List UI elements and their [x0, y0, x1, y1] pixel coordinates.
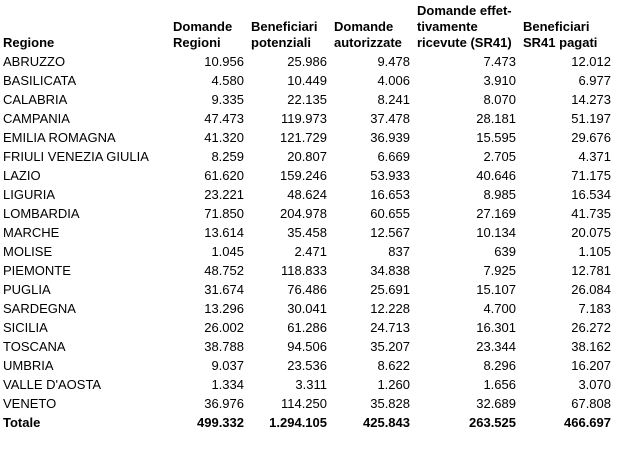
- value-cell: 35.828: [370, 396, 410, 411]
- value-cell: 41.320: [204, 130, 244, 145]
- column-header-beneficiari-potenziali: Beneficiari potenziali: [251, 19, 318, 50]
- value-cell: 22.135: [287, 92, 327, 107]
- value-cell: 118.833: [280, 263, 327, 278]
- value-cell: 7.183: [578, 301, 611, 316]
- value-cell: 51.197: [571, 111, 611, 126]
- value-cell: 36.976: [204, 396, 244, 411]
- region-name-cell: PUGLIA: [3, 282, 51, 297]
- region-name-cell: MOLISE: [3, 244, 53, 259]
- value-cell: 7.925: [483, 263, 516, 278]
- value-cell: 7.473: [483, 54, 516, 69]
- value-cell: 25.691: [370, 282, 410, 297]
- value-cell: 13.614: [204, 225, 244, 240]
- table-row: [0, 375, 615, 394]
- value-cell: 71.175: [571, 168, 611, 183]
- value-cell: 10.449: [287, 73, 327, 88]
- total-cell: 425.843: [363, 415, 410, 430]
- region-name-cell: CALABRIA: [3, 92, 68, 107]
- value-cell: 35.207: [370, 339, 410, 354]
- region-name-cell: PIEMONTE: [3, 263, 71, 278]
- value-cell: 16.653: [370, 187, 410, 202]
- value-cell: 38.162: [571, 339, 611, 354]
- value-cell: 2.471: [294, 244, 327, 259]
- table-row: [0, 261, 615, 280]
- region-name-cell: CAMPANIA: [3, 111, 70, 126]
- header-row: [0, 0, 615, 52]
- table-row: [0, 52, 615, 71]
- value-cell: 25.986: [287, 54, 327, 69]
- value-cell: 32.689: [476, 396, 516, 411]
- value-cell: 48.752: [204, 263, 244, 278]
- region-name-cell: VENETO: [3, 396, 57, 411]
- region-name-cell: SICILIA: [3, 320, 48, 335]
- region-name-cell: EMILIA ROMAGNA: [3, 130, 116, 145]
- value-cell: 29.676: [571, 130, 611, 145]
- value-cell: 1.260: [377, 377, 410, 392]
- value-cell: 6.977: [578, 73, 611, 88]
- value-cell: 8.622: [377, 358, 410, 373]
- value-cell: 76.486: [287, 282, 327, 297]
- value-cell: 10.134: [476, 225, 516, 240]
- value-cell: 8.296: [483, 358, 516, 373]
- value-cell: 837: [388, 244, 410, 259]
- table-row: [0, 280, 615, 299]
- total-cell: 263.525: [469, 415, 516, 430]
- value-cell: 28.181: [476, 111, 516, 126]
- value-cell: 48.624: [287, 187, 327, 202]
- value-cell: 4.580: [211, 73, 244, 88]
- value-cell: 20.807: [287, 149, 327, 164]
- value-cell: 114.250: [280, 396, 327, 411]
- value-cell: 2.705: [483, 149, 516, 164]
- value-cell: 1.045: [211, 244, 244, 259]
- table-row: [0, 128, 615, 147]
- value-cell: 16.207: [571, 358, 611, 373]
- table-row: [0, 299, 615, 318]
- value-cell: 1.334: [211, 377, 244, 392]
- region-name-cell: FRIULI VENEZIA GIULIA: [3, 149, 149, 164]
- value-cell: 4.006: [377, 73, 410, 88]
- table-row: [0, 204, 615, 223]
- table-row: [0, 318, 615, 337]
- total-cell: 466.697: [564, 415, 611, 430]
- value-cell: 14.273: [571, 92, 611, 107]
- value-cell: 47.473: [204, 111, 244, 126]
- value-cell: 60.655: [370, 206, 410, 221]
- value-cell: 12.567: [370, 225, 410, 240]
- value-cell: 16.534: [571, 187, 611, 202]
- value-cell: 94.506: [287, 339, 327, 354]
- value-cell: 12.228: [370, 301, 410, 316]
- table-body: [0, 52, 615, 413]
- region-name-cell: LAZIO: [3, 168, 41, 183]
- value-cell: 10.956: [204, 54, 244, 69]
- value-cell: 1.105: [578, 244, 611, 259]
- value-cell: 34.838: [370, 263, 410, 278]
- table-row: [0, 109, 615, 128]
- value-cell: 9.037: [211, 358, 244, 373]
- table-row: [0, 71, 615, 90]
- value-cell: 8.070: [483, 92, 516, 107]
- region-name-cell: UMBRIA: [3, 358, 54, 373]
- value-cell: 4.371: [578, 149, 611, 164]
- table-row: [0, 166, 615, 185]
- value-cell: 23.221: [204, 187, 244, 202]
- column-header-domande-ricevute: Domande effet- tivamente ricevute (SR41): [417, 3, 512, 50]
- region-name-cell: MARCHE: [3, 225, 60, 240]
- value-cell: 3.311: [295, 377, 327, 392]
- value-cell: 6.669: [377, 149, 410, 164]
- column-header-beneficiari-pagati: Beneficiari SR41 pagati: [523, 19, 598, 50]
- total-row: [0, 413, 615, 432]
- value-cell: 3.910: [483, 73, 516, 88]
- value-cell: 67.808: [571, 396, 611, 411]
- column-header-regione: Regione: [3, 35, 55, 50]
- value-cell: 20.075: [571, 225, 611, 240]
- value-cell: 26.002: [204, 320, 244, 335]
- region-name-cell: LOMBARDIA: [3, 206, 80, 221]
- value-cell: 37.478: [370, 111, 410, 126]
- value-cell: 40.646: [476, 168, 516, 183]
- value-cell: 12.781: [571, 263, 611, 278]
- value-cell: 16.301: [476, 320, 516, 335]
- value-cell: 204.978: [280, 206, 327, 221]
- value-cell: 27.169: [476, 206, 516, 221]
- total-label: Totale: [3, 415, 41, 430]
- value-cell: 24.713: [370, 320, 410, 335]
- table-row: [0, 147, 615, 166]
- value-cell: 1.656: [483, 377, 516, 392]
- region-name-cell: ABRUZZO: [3, 54, 66, 69]
- value-cell: 36.939: [370, 130, 410, 145]
- value-cell: 41.735: [571, 206, 611, 221]
- value-cell: 26.272: [571, 320, 611, 335]
- region-name-cell: SARDEGNA: [3, 301, 76, 316]
- value-cell: 15.107: [476, 282, 516, 297]
- value-cell: 71.850: [204, 206, 244, 221]
- region-name-cell: TOSCANA: [3, 339, 66, 354]
- value-cell: 61.620: [204, 168, 244, 183]
- value-cell: 639: [494, 244, 516, 259]
- value-cell: 13.296: [204, 301, 244, 316]
- value-cell: 159.246: [280, 168, 327, 183]
- value-cell: 61.286: [287, 320, 327, 335]
- region-name-cell: VALLE D'AOSTA: [3, 377, 102, 392]
- value-cell: 31.674: [204, 282, 244, 297]
- value-cell: 9.335: [211, 92, 244, 107]
- value-cell: 12.012: [571, 54, 611, 69]
- value-cell: 38.788: [204, 339, 244, 354]
- value-cell: 53.933: [370, 168, 410, 183]
- value-cell: 26.084: [571, 282, 611, 297]
- value-cell: 8.985: [483, 187, 516, 202]
- value-cell: 8.241: [377, 92, 410, 107]
- value-cell: 35.458: [287, 225, 327, 240]
- value-cell: 8.259: [211, 149, 244, 164]
- column-header-domande-regioni: Domande Regioni: [173, 19, 233, 50]
- table-row: [0, 356, 615, 375]
- region-name-cell: LIGURIA: [3, 187, 56, 202]
- value-cell: 15.595: [476, 130, 516, 145]
- value-cell: 9.478: [377, 54, 410, 69]
- value-cell: 119.973: [280, 111, 327, 126]
- column-header-domande-autorizzate: Domande autorizzate: [334, 19, 402, 50]
- value-cell: 23.344: [476, 339, 516, 354]
- table-row: [0, 90, 615, 109]
- value-cell: 3.070: [578, 377, 611, 392]
- table-row: [0, 185, 615, 204]
- region-name-cell: BASILICATA: [3, 73, 77, 88]
- value-cell: 23.536: [287, 358, 327, 373]
- total-cell: 1.294.105: [269, 415, 327, 430]
- table-row: [0, 242, 615, 261]
- table-row: [0, 337, 615, 356]
- total-cell: 499.332: [197, 415, 244, 430]
- table-row: [0, 223, 615, 242]
- value-cell: 121.729: [280, 130, 327, 145]
- value-cell: 30.041: [287, 301, 327, 316]
- table-row: [0, 394, 615, 413]
- value-cell: 4.700: [483, 301, 516, 316]
